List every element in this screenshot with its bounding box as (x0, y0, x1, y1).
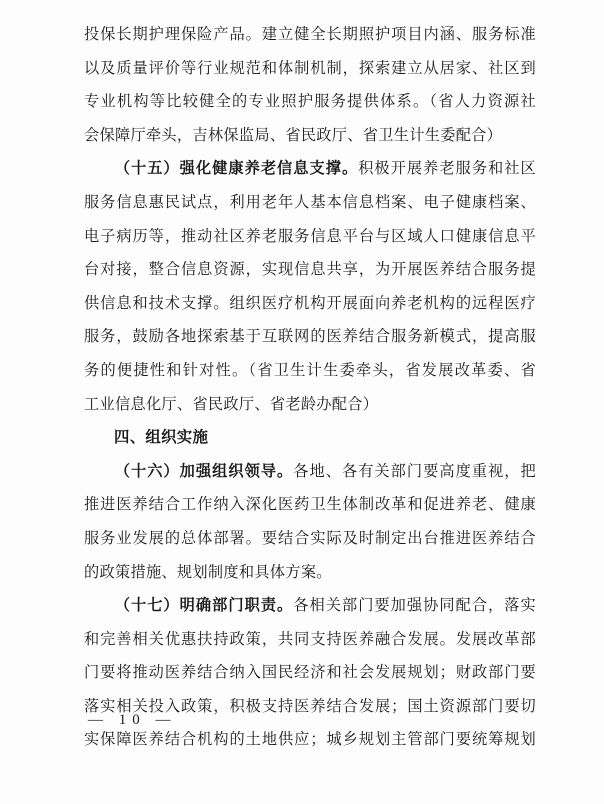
text-line: 投保长期护理保险产品。建立健全长期照护项目内涵、服务标准 (84, 25, 536, 43)
section-4-heading: 四、组织实施 (114, 428, 209, 447)
item-17-text: 各相关部门要加强协同配合，落实 (293, 596, 536, 615)
text-line: 推进医养结合工作纳入深化医药卫生体制改革和促进养老、健康 (84, 495, 536, 514)
text-line: 以及质量评价等行业规范和体制机制，探索建立从居家、社区到 (84, 58, 536, 77)
text-line: 台对接，整合信息资源，实现信息共享，为开展医养结合服务提 (84, 260, 536, 279)
text-line: 会保障厅牵头，吉林保监局、省民政厅、省卫生计生委配合） (84, 125, 503, 144)
item-15-first-line (84, 152, 536, 186)
item-15-text: 积极开展养老服务和社区 (358, 159, 536, 178)
text-line: 供信息和技术支撑。组织医疗机构开展面向养老机构的远程医疗 (84, 293, 536, 312)
text-line: 的政策措施、规划制度和具体方案。 (84, 562, 332, 581)
text-line: 和完善相关优惠扶持政策，共同支持医养融合发展。发展改革部 (84, 629, 536, 648)
text-line: 实保障医养结合机构的土地供应；城乡规划主管部门要统筹规划 (84, 730, 536, 749)
text-line: 服务信息惠民试点，利用老年人基本信息档案、电子健康档案、 (84, 192, 536, 211)
item-16-label: （十六）加强组织领导。 (114, 461, 294, 480)
item-16-first-line (84, 455, 536, 489)
text-line: 落实相关投入政策，积极支持医养结合发展；国土资源部门要切 (84, 696, 536, 715)
text-line: 服务业发展的总体部署。要结合实际及时制定出台推进医养结合 (84, 528, 536, 547)
text-line: 门要将推动医养结合纳入国民经济和社会发展规划；财政部门要 (84, 663, 536, 682)
text-line: 务的便捷性和针对性。（省卫生计生委牵头，省发展改革委、省 (84, 360, 536, 379)
item-17-first-line (84, 589, 536, 623)
section-heading (84, 421, 536, 455)
text-line: 工业信息化厅、省民政厅、省老龄办配合） (84, 394, 379, 413)
text-line: 服务，鼓励各地探索基于互联网的医养结合服务新模式，提高服 (84, 327, 536, 346)
text-line: 电子病历等，推动社区养老服务信息平台与区域人口健康信息平 (84, 226, 536, 245)
page-number: — 10 — (88, 712, 177, 728)
document-body (84, 18, 536, 757)
item-15-label: （十五）强化健康养老信息支撑。 (114, 159, 359, 178)
text-line: 专业机构等比较健全的专业照护服务提供体系。（省人力资源社 (84, 92, 536, 111)
item-16-text: 各地、各有关部门要高度重视，把 (293, 461, 536, 480)
item-17-label: （十七）明确部门职责。 (114, 596, 294, 615)
